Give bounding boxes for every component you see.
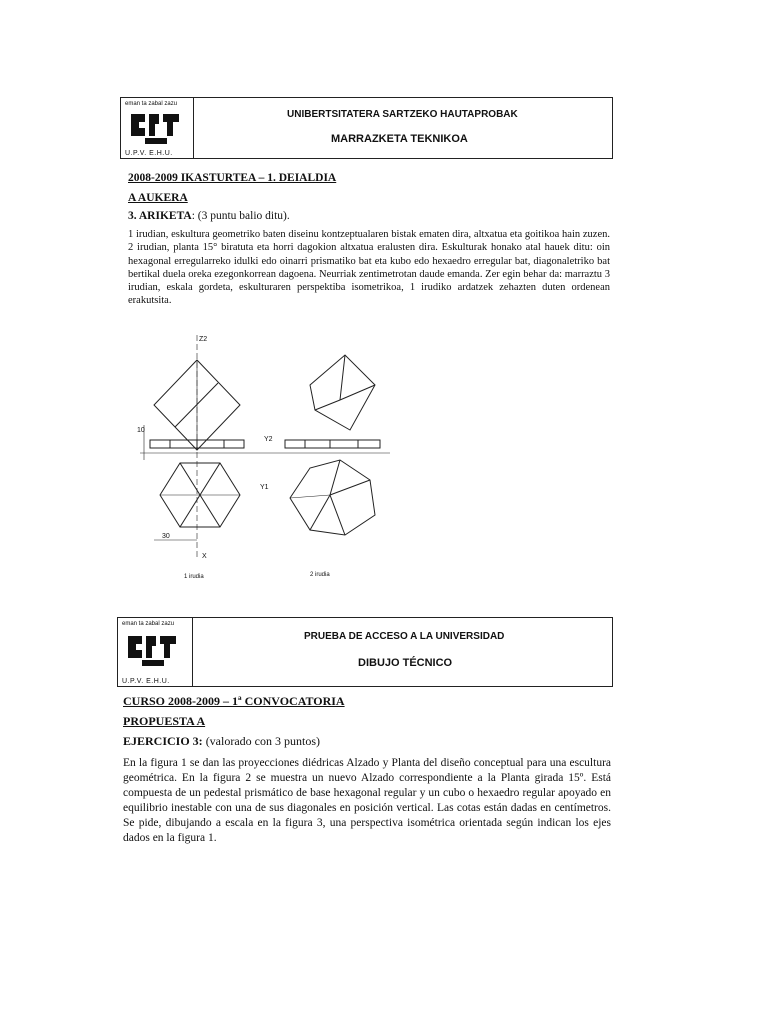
exercise-points: : (3 puntu balio ditu). — [191, 210, 290, 222]
axis-x-label: X — [202, 553, 207, 560]
axis-z-label: Z2 — [199, 336, 208, 343]
dimension-30: 30 — [162, 533, 170, 540]
dimension-10: 10 — [137, 427, 145, 434]
paragraph-basque: 1 irudian, eskultura geometriko baten diseinu kontzeptualaren bistak ematen dira, altxatua eta goitikoa hain zuzen. 2 irudian, planta 15° biratuta eta horri dagokion altxatua eralusten dira. Eskulturak honako atal hauek ditu: oin hexagonal erregularreko idulki edo oinarri prismatiko bat eta kubo edo hexaedro erregular bat, diagonaletriko bat bertikal duela oreka ezegonkorrean dagoena. Neurriak zentimetrotan daude emanda. Zer egin behar da: marraztu 3 irudian, eskala gordeta, eskulturaren perspektiba isometrikoa, 1 irudiko ardatzek zehazten duten ordenean erakutsita. — [128, 229, 610, 307]
header-subtitle: MARRAZKETA TEKNIKOA — [331, 133, 468, 145]
option-spanish: PROPUESTA A — [123, 714, 206, 728]
header-title: PRUEBA DE ACCESO A LA UNIVERSIDAD — [304, 631, 505, 642]
year-line-spanish: CURSO 2008-2009 – 1ª CONVOCATORIA — [123, 694, 345, 708]
figure-2-caption: 2 irudia — [310, 572, 330, 578]
ehu-logo-icon — [129, 110, 185, 146]
ehu-logo-icon — [126, 630, 182, 670]
header-box-spanish — [117, 617, 613, 687]
paragraph-spanish: En la figura 1 se dan las proyecciones diédricas Alzado y Planta del diseño conceptual para una escultura geométrica. En la figura 2 se muestra un nuevo Alzado correspondiente a la Planta girada 15º. Está compuesta de un pedestal prismático de base hexagonal regular y un cubo o hexaedro regular apoyado en equilibrio inestable con una de sus diagonales en posición vertical. Las cotas están dadas en centímetros. Se pide, dibujando a escala en la figura 3, una perspectiva isométrica orientada según indican los ejes dados en la figura 1. — [123, 757, 611, 844]
exercise-number: 3. ARIKETA — [128, 210, 192, 222]
technical-drawing — [130, 330, 400, 590]
university-logo — [118, 618, 193, 686]
exercise-heading-basque — [128, 210, 290, 222]
header-box-basque — [120, 97, 613, 159]
option-basque: A AUKERA — [128, 192, 188, 204]
header-subtitle: DIBUJO TÉCNICO — [358, 657, 453, 669]
exercise-points: (valorado con 3 puntos) — [202, 734, 320, 748]
university-logo — [121, 98, 194, 158]
axis-y2-label: Y2 — [264, 436, 273, 443]
axis-y1-label: Y1 — [260, 484, 269, 491]
exercise-heading-spanish — [123, 734, 320, 749]
logo-university-name: U.P.V. E.H.U. — [122, 678, 170, 685]
header-title: UNIBERTSITATERA SARTZEKO HAUTAPROBAK — [287, 109, 518, 120]
logo-motto: eman ta zabal zazu — [122, 621, 175, 627]
year-line-basque: 2008-2009 IKASTURTEA – 1. DEIALDIA — [128, 172, 337, 184]
logo-motto: eman ta zabal zazu — [125, 101, 178, 107]
exercise-number: EJERCICIO 3: — [123, 734, 203, 748]
logo-university-name: U.P.V. E.H.U. — [125, 150, 173, 157]
figure-1-caption: 1 irudia — [184, 574, 204, 580]
